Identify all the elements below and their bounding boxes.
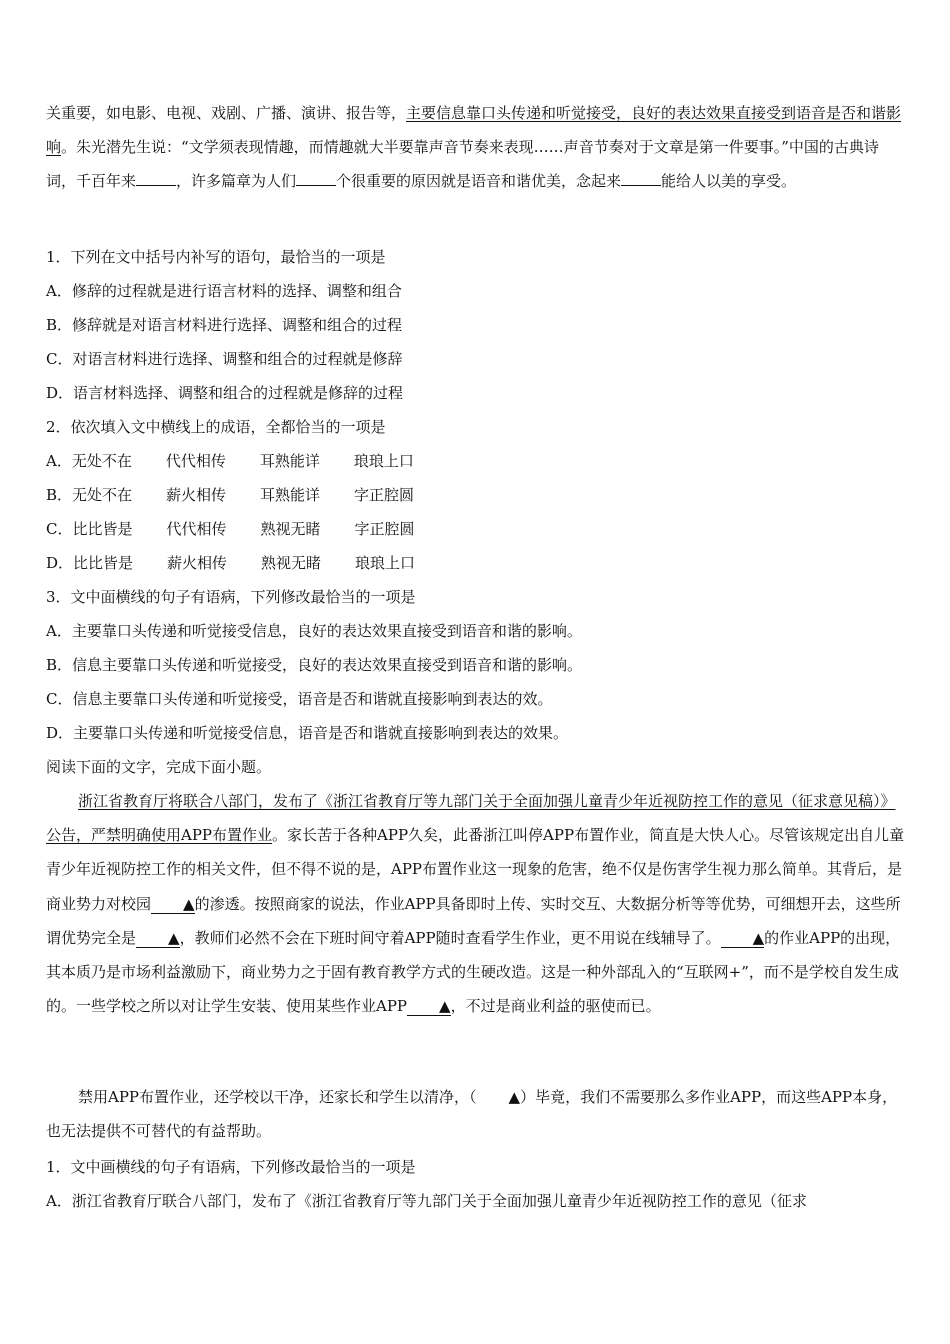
q1-option-c: C．对语言材料进行选择、调整和组合的过程就是修辞 <box>46 350 403 368</box>
q1-stem: 1．下列在文中括号内补写的语句，最恰当的一项是 <box>46 248 386 266</box>
q2-option-d: D．比比皆是 薪火相传 熟视无睹 琅琅上口 <box>46 554 416 572</box>
q1-option-a: A．修辞的过程就是进行语言材料的选择、调整和组合 <box>46 282 402 300</box>
q2-option-a: A．无处不在 代代相传 耳熟能详 琅琅上口 <box>46 452 414 470</box>
underlined-sentence: 浙江省教育厅将联合八部门，发布了《浙江省教育厅等九部门关于全面加强儿童青少年近视防控工作的意见（征求意见稿）》公告，严禁明确使用APP布置作业 <box>46 792 896 845</box>
q3-option-d: D．主要靠口头传递和听觉接受信息，语音是否和谐就直接影响到表达的效果。 <box>46 724 569 742</box>
reading-instruction: 阅读下面的文字，完成下面小题。 <box>46 758 272 776</box>
q3-option-a: A．主要靠口头传递和听觉接受信息，良好的表达效果直接受到语音和谐的影响。 <box>46 622 582 640</box>
q3-option-b: B．信息主要靠口头传递和听觉接受，良好的表达效果直接受到语音和谐的影响。 <box>46 656 583 674</box>
blank-marker[interactable]: ▲ <box>721 929 765 948</box>
passage-2: 浙江省教育厅将联合八部门，发布了《浙江省教育厅等九部门关于全面加强儿童青少年近视防控工作的意见（征求意见稿）》公告，严禁明确使用APP布置作业。家长苦于各种APP久矣，此番浙江叫停APP布置作业，简直是大快人心。尽管该规定出自儿童青少年近视防控工作的相关文件，但不得不说的是，APP布置作业这一现象的危害，绝不仅是伤害学生视力那么简单。其背后，是商业势力对校园 ▲的渗透。按照商家的说法，作业APP具备即时上传、实时交互、大数据分析等等优势，可细想开去，这些所谓优势完全是 ▲，教师们必然不会在下班时间守着APP随时查看学生作业，更不用说在线辅导了。 ▲的作业APP的出现，其本质乃是市场利益激励下，商业势力之于固有教育教学方式的生硬改造。这是一种外部乱入的“互联网+”，而不是学校自发生成的。一些学校之所以对让学生安装、使用某些作业APP ▲，不过是商业利益的驱使而已。 <box>46 792 905 1016</box>
passage-3: 禁用APP布置作业，还学校以干净，还家长和学生以清净，（ ▲）毕竟，我们不需要那么多作业APP，而这些APP本身，也无法提供不可替代的有益帮助。 <box>46 1088 898 1141</box>
q3-stem: 3．文中面横线的句子有语病，下列修改最恰当的一项是 <box>46 588 416 606</box>
fill-blank[interactable] <box>621 171 661 186</box>
q4-stem: 1．文中画横线的句子有语病，下列修改最恰当的一项是 <box>46 1158 416 1176</box>
fill-blank[interactable] <box>136 171 176 186</box>
underlined-sentence: 主要信息靠口头传递和听觉接受，良好的表达效果直接受到语音是否和谐影响 <box>46 104 902 157</box>
q1-option-b: B．修辞就是对语言材料进行选择、调整和组合的过程 <box>46 316 403 334</box>
q4-option-a: A．浙江省教育厅联合八部门，发布了《浙江省教育厅等九部门关于全面加强儿童青少年近视防控工作的意见（征求 <box>46 1192 807 1210</box>
q2-stem: 2．依次填入文中横线上的成语，全都恰当的一项是 <box>46 418 386 436</box>
blank-marker[interactable]: ▲ <box>407 997 451 1016</box>
q2-option-c: C．比比皆是 代代相传 熟视无睹 字正腔圆 <box>46 520 415 538</box>
blank-marker[interactable]: ▲ <box>508 1088 521 1106</box>
q2-option-b: B．无处不在 薪火相传 耳熟能详 字正腔圆 <box>46 486 415 504</box>
q3-option-c: C．信息主要靠口头传递和听觉接受，语音是否和谐就直接影响到表达的效。 <box>46 690 553 708</box>
fill-blank[interactable] <box>296 171 336 186</box>
blank-marker[interactable]: ▲ <box>136 929 180 948</box>
passage-1: 关重要，如电影、电视、戏剧、广播、演讲、报告等，主要信息靠口头传递和听觉接受，良好的表达效果直接受到语音是否和谐影响。朱光潜先生说：“文学须表现情趣，而情趣就大半要靠声音节奏来表现……声音节奏对于文章是第一件要事。”中国的古典诗词，千百年来 ，许多篇章为人们 个很重要的原因就是语音和谐优美，念起来 能给人以美的享受。 <box>46 104 902 191</box>
blank-marker[interactable]: ▲ <box>151 895 195 914</box>
q1-option-d: D．语言材料选择、调整和组合的过程就是修辞的过程 <box>46 384 404 402</box>
